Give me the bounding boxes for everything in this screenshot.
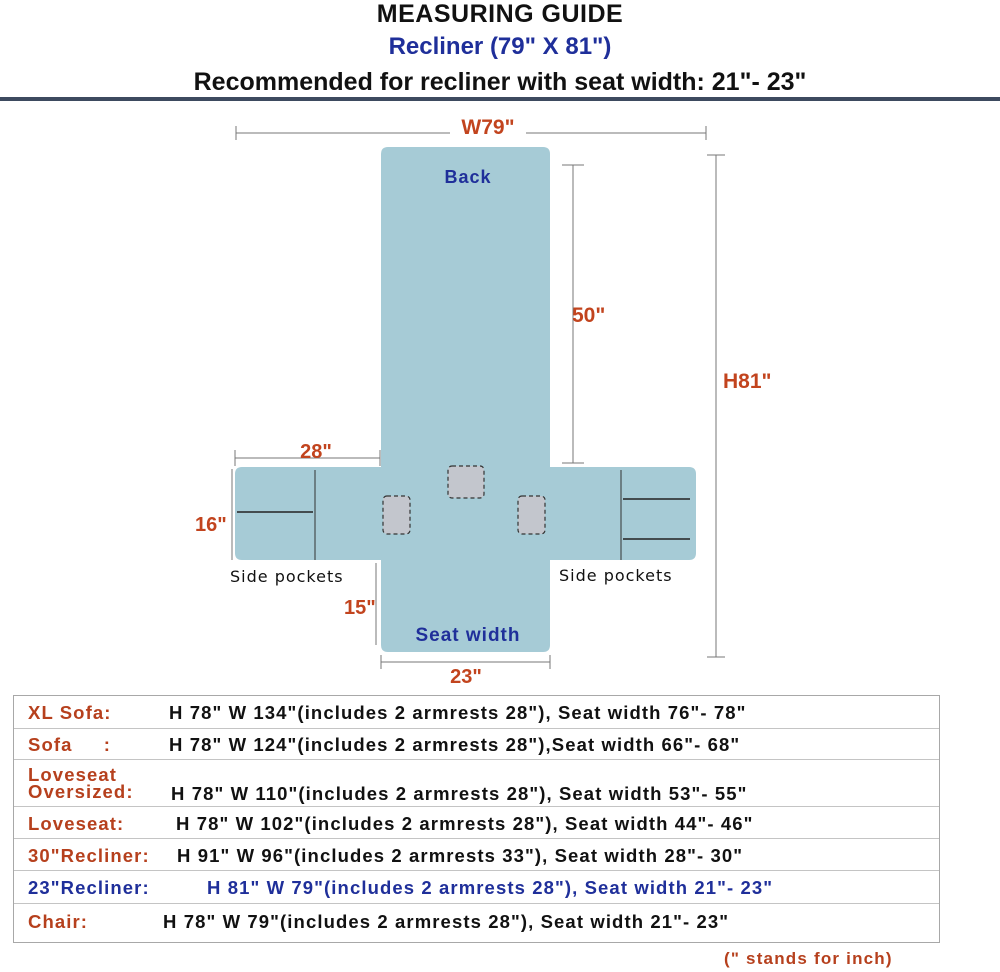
- row-label: Sofa :: [28, 734, 111, 755]
- row-text: H 78" W 79"(includes 2 armrests 28"), Seat width 21"- 23": [163, 911, 730, 932]
- row-label: Loveseat:: [28, 813, 125, 834]
- row-text: H 91" W 96"(includes 2 armrests 33"), Seat width 28"- 30": [177, 845, 744, 866]
- back-label: Back: [444, 167, 492, 187]
- table-row: [14, 806, 939, 839]
- row-text: H 78" W 102"(includes 2 armrests 28"), Seat width 44"- 46": [176, 813, 754, 834]
- seat-extension-label: 15": [344, 597, 376, 619]
- row-label: 23"Recliner:: [28, 877, 150, 898]
- table-row-highlighted: [14, 870, 939, 904]
- row-text: H 78" W 124"(includes 2 armrests 28"),Seat width 66"- 68": [169, 734, 741, 755]
- table-row: [14, 903, 939, 941]
- row-text: H 78" W 110"(includes 2 armrests 28"), Seat width 53"- 55": [171, 783, 748, 804]
- armrest-width-label: 28": [300, 441, 332, 463]
- guide-title: MEASURING GUIDE: [376, 0, 624, 28]
- row-text: H 78" W 134"(includes 2 armrests 28"), Seat width 76"- 78": [169, 702, 747, 723]
- size-table: [13, 695, 940, 943]
- seat-width-value: 23": [450, 666, 482, 688]
- table-row: [14, 728, 939, 760]
- grip-pad: [448, 466, 484, 498]
- left-side-pockets-label: Side pockets: [230, 567, 344, 586]
- seat-width-label: Seat width: [415, 625, 521, 646]
- table-row: [14, 696, 939, 729]
- grip-pad: [518, 496, 545, 534]
- table-row: [14, 759, 939, 807]
- armrest-depth-label: 16": [195, 514, 227, 536]
- row-text: H 81" W 79"(includes 2 armrests 28"), Seat width 21"- 23": [207, 877, 774, 898]
- row-label: 30"Recliner:: [28, 845, 150, 866]
- back-length-label: 50": [572, 304, 606, 327]
- right-side-pockets-label: Side pockets: [559, 566, 673, 585]
- row-label: XL Sofa:: [28, 702, 112, 723]
- product-subtitle: Recliner (79" X 81"): [388, 33, 612, 60]
- table-row: [14, 838, 939, 871]
- recommendation-text: Recommended for recliner with seat width: 21"- 23": [193, 68, 807, 96]
- height-label: H81": [723, 370, 772, 393]
- row-label: Chair:: [28, 911, 89, 932]
- row-label: Loveseat Oversized:: [28, 764, 134, 802]
- inch-footnote: (" stands for inch): [724, 949, 893, 968]
- width-label: W79": [461, 116, 515, 139]
- grip-pad: [383, 496, 410, 534]
